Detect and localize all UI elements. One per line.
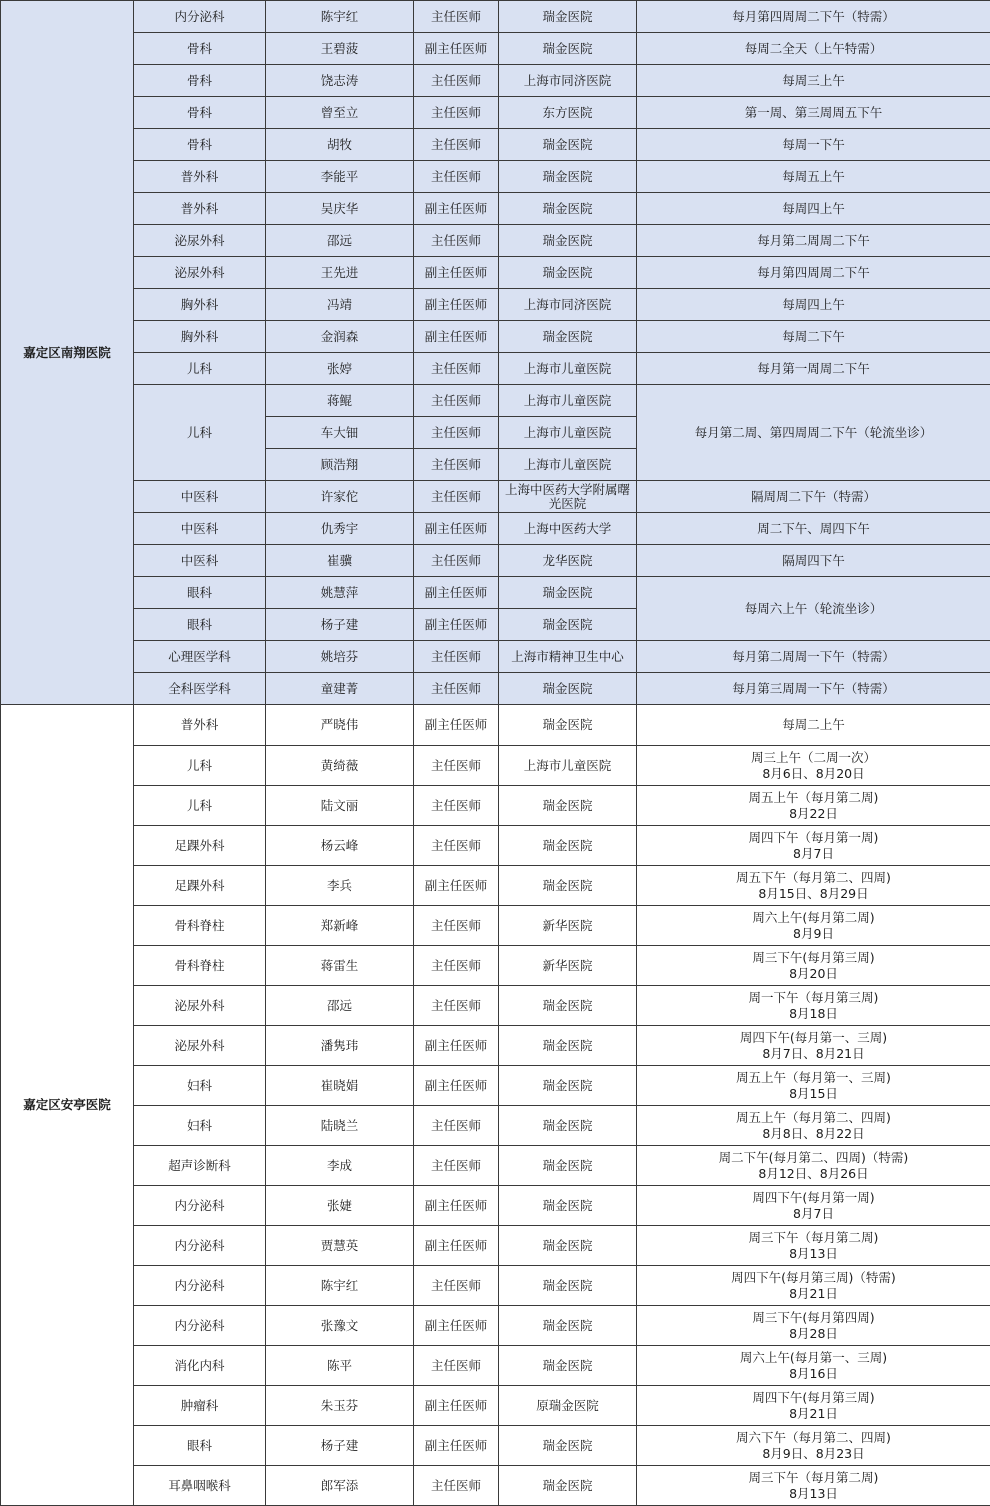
dept-cell: 内分泌科 bbox=[134, 1226, 266, 1266]
title-cell: 副主任医师 bbox=[414, 33, 499, 65]
schedule-cell: 每月第三周周一下午（特需） bbox=[637, 673, 990, 705]
schedule-cell: 每月第四周周二下午（特需） bbox=[637, 1, 990, 33]
schedule-line: 周五下午（每月第二、四周) bbox=[639, 870, 988, 886]
schedule-line: 周四下午(每月第一、三周) bbox=[639, 1030, 988, 1046]
dept-cell: 内分泌科 bbox=[134, 1186, 266, 1226]
dept-cell: 全科医学科 bbox=[134, 673, 266, 705]
doctor-cell: 潘隽玮 bbox=[266, 1026, 414, 1066]
schedule-cell: 每月第一周周二下午 bbox=[637, 353, 990, 385]
source-hospital-cell: 瑞金医院 bbox=[499, 321, 637, 353]
schedule-line: 8月22日 bbox=[639, 806, 988, 822]
table-row bbox=[1, 129, 990, 161]
schedule-cell bbox=[637, 1306, 990, 1346]
doctor-cell: 张婕 bbox=[266, 1186, 414, 1226]
schedule-line: 8月7日、8月21日 bbox=[639, 1046, 988, 1062]
schedule-cell: 每月第二周周二下午 bbox=[637, 225, 990, 257]
dept-cell: 消化内科 bbox=[134, 1346, 266, 1386]
source-hospital-cell: 瑞金医院 bbox=[499, 1106, 637, 1146]
source-hospital-cell: 新华医院 bbox=[499, 906, 637, 946]
source-hospital-cell: 新华医院 bbox=[499, 946, 637, 986]
schedule-cell bbox=[637, 746, 990, 786]
title-cell: 主任医师 bbox=[414, 986, 499, 1026]
dept-cell: 内分泌科 bbox=[134, 1306, 266, 1346]
source-hospital-cell: 瑞金医院 bbox=[499, 1066, 637, 1106]
schedule-cell: 每周三上午 bbox=[637, 65, 990, 97]
dept-cell: 眼科 bbox=[134, 1426, 266, 1466]
dept-cell: 心理医学科 bbox=[134, 641, 266, 673]
schedule-line: 8月21日 bbox=[639, 1406, 988, 1422]
table-row bbox=[1, 193, 990, 225]
doctor-cell: 陈宇红 bbox=[266, 1266, 414, 1306]
doctor-cell: 邵远 bbox=[266, 986, 414, 1026]
schedule-line: 周三下午(每月第四周) bbox=[639, 1310, 988, 1326]
table-row bbox=[1, 481, 990, 513]
doctor-cell: 李成 bbox=[266, 1146, 414, 1186]
title-cell: 副主任医师 bbox=[414, 513, 499, 545]
dept-cell: 骨科 bbox=[134, 97, 266, 129]
source-hospital-line: 上海中医药大学附属曙 bbox=[501, 483, 634, 497]
table-row bbox=[1, 1386, 990, 1426]
doctor-cell: 郎军添 bbox=[266, 1466, 414, 1506]
dept-cell: 足踝外科 bbox=[134, 826, 266, 866]
doctor-cell: 陈宇红 bbox=[266, 1, 414, 33]
dept-cell: 妇科 bbox=[134, 1106, 266, 1146]
doctor-cell: 张婷 bbox=[266, 353, 414, 385]
schedule-line: 周四下午(每月第三周)（特需) bbox=[639, 1270, 988, 1286]
table-row bbox=[1, 746, 990, 786]
table-row bbox=[1, 1306, 990, 1346]
source-hospital-cell: 瑞金医院 bbox=[499, 1466, 637, 1506]
table-row bbox=[1, 1266, 990, 1306]
nanxiang-section bbox=[1, 1, 990, 705]
schedule-cell: 隔周周二下午（特需） bbox=[637, 481, 990, 513]
title-cell: 主任医师 bbox=[414, 906, 499, 946]
title-cell: 主任医师 bbox=[414, 1346, 499, 1386]
schedule-cell: 隔周四下午 bbox=[637, 545, 990, 577]
schedule-line: 8月8日、8月22日 bbox=[639, 1126, 988, 1142]
source-hospital-cell: 瑞金医院 bbox=[499, 1146, 637, 1186]
doctor-cell: 姚培芬 bbox=[266, 641, 414, 673]
doctor-cell: 陆文丽 bbox=[266, 786, 414, 826]
title-cell: 副主任医师 bbox=[414, 1026, 499, 1066]
title-cell: 副主任医师 bbox=[414, 1306, 499, 1346]
table-row bbox=[1, 513, 990, 545]
source-hospital-cell: 瑞金医院 bbox=[499, 161, 637, 193]
title-cell: 主任医师 bbox=[414, 481, 499, 513]
source-hospital-cell: 上海市儿童医院 bbox=[499, 746, 637, 786]
doctor-cell: 王碧菠 bbox=[266, 33, 414, 65]
schedule-line: 8月20日 bbox=[639, 966, 988, 982]
title-cell: 主任医师 bbox=[414, 129, 499, 161]
title-cell: 副主任医师 bbox=[414, 705, 499, 746]
schedule-line: 周六上午(每月第一、三周) bbox=[639, 1350, 988, 1366]
dept-cell: 儿科 bbox=[134, 786, 266, 826]
schedule-line: 周六上午(每月第二周) bbox=[639, 910, 988, 926]
title-cell: 副主任医师 bbox=[414, 257, 499, 289]
dept-cell: 中医科 bbox=[134, 513, 266, 545]
table-row bbox=[1, 161, 990, 193]
schedule-cell bbox=[637, 1066, 990, 1106]
source-hospital-cell: 上海市同济医院 bbox=[499, 65, 637, 97]
dept-cell: 骨科 bbox=[134, 65, 266, 97]
table-row bbox=[1, 225, 990, 257]
source-hospital-cell: 瑞金医院 bbox=[499, 129, 637, 161]
dept-cell: 儿科 bbox=[134, 385, 266, 481]
table-row bbox=[1, 577, 990, 609]
schedule-line: 周三下午（每月第二周) bbox=[639, 1470, 988, 1486]
source-hospital-cell: 瑞金医院 bbox=[499, 1026, 637, 1066]
schedule-line: 周一下午（每月第三周) bbox=[639, 990, 988, 1006]
dept-cell: 内分泌科 bbox=[134, 1, 266, 33]
doctor-cell: 张豫文 bbox=[266, 1306, 414, 1346]
source-hospital-cell: 上海市同济医院 bbox=[499, 289, 637, 321]
table-row bbox=[1, 97, 990, 129]
doctor-cell: 杨子建 bbox=[266, 1426, 414, 1466]
source-hospital-cell: 瑞金医院 bbox=[499, 866, 637, 906]
schedule-line: 8月9日 bbox=[639, 926, 988, 942]
doctor-cell: 胡牧 bbox=[266, 129, 414, 161]
schedule-cell bbox=[637, 786, 990, 826]
dept-cell: 骨科 bbox=[134, 129, 266, 161]
doctor-cell: 崔骥 bbox=[266, 545, 414, 577]
table-row bbox=[1, 1226, 990, 1266]
title-cell: 主任医师 bbox=[414, 545, 499, 577]
source-hospital-cell: 瑞金医院 bbox=[499, 1306, 637, 1346]
source-hospital-cell: 上海市儿童医院 bbox=[499, 385, 637, 417]
dept-cell: 儿科 bbox=[134, 746, 266, 786]
source-hospital-cell: 瑞金医院 bbox=[499, 986, 637, 1026]
doctor-cell: 郑新峰 bbox=[266, 906, 414, 946]
schedule-line: 周三下午(每月第三周) bbox=[639, 950, 988, 966]
source-hospital-cell: 瑞金医院 bbox=[499, 1226, 637, 1266]
title-cell: 副主任医师 bbox=[414, 289, 499, 321]
source-hospital-cell: 上海市儿童医院 bbox=[499, 353, 637, 385]
table-row bbox=[1, 257, 990, 289]
dept-cell: 泌尿外科 bbox=[134, 225, 266, 257]
dept-cell: 足踝外科 bbox=[134, 866, 266, 906]
dept-cell: 耳鼻咽喉科 bbox=[134, 1466, 266, 1506]
table-row bbox=[1, 1026, 990, 1066]
dept-cell: 胸外科 bbox=[134, 289, 266, 321]
schedule-line: 8月6日、8月20日 bbox=[639, 766, 988, 782]
dept-cell: 骨科脊柱 bbox=[134, 906, 266, 946]
source-hospital-cell: 瑞金医院 bbox=[499, 1426, 637, 1466]
doctor-cell: 杨云峰 bbox=[266, 826, 414, 866]
title-cell: 主任医师 bbox=[414, 97, 499, 129]
source-hospital-cell: 瑞金医院 bbox=[499, 193, 637, 225]
source-hospital-cell: 瑞金医院 bbox=[499, 786, 637, 826]
table-row bbox=[1, 385, 990, 417]
table-row bbox=[1, 1146, 990, 1186]
title-cell: 副主任医师 bbox=[414, 866, 499, 906]
schedule-cell: 每月第二周、第四周周二下午（轮流坐诊） bbox=[637, 385, 990, 481]
doctor-cell: 黄绮薇 bbox=[266, 746, 414, 786]
title-cell: 主任医师 bbox=[414, 225, 499, 257]
dept-cell: 眼科 bbox=[134, 577, 266, 609]
dept-cell: 泌尿外科 bbox=[134, 1026, 266, 1066]
title-cell: 主任医师 bbox=[414, 1466, 499, 1506]
dept-cell: 泌尿外科 bbox=[134, 257, 266, 289]
table-row bbox=[1, 33, 990, 65]
doctor-cell: 姚慧萍 bbox=[266, 577, 414, 609]
source-hospital-cell: 东方医院 bbox=[499, 97, 637, 129]
dept-cell: 普外科 bbox=[134, 705, 266, 746]
source-hospital-cell: 瑞金医院 bbox=[499, 609, 637, 641]
table-row bbox=[1, 1, 990, 33]
title-cell: 副主任医师 bbox=[414, 1186, 499, 1226]
schedule-line: 周三上午（二周一次） bbox=[639, 750, 988, 766]
title-cell: 副主任医师 bbox=[414, 1066, 499, 1106]
schedule-cell: 第一周、第三周周五下午 bbox=[637, 97, 990, 129]
schedule-cell bbox=[637, 1026, 990, 1066]
schedule-line: 每周二上午 bbox=[639, 717, 988, 733]
anting-section bbox=[1, 705, 990, 1506]
dept-cell: 妇科 bbox=[134, 1066, 266, 1106]
schedule-line: 8月9日、8月23日 bbox=[639, 1446, 988, 1462]
table-row bbox=[1, 641, 990, 673]
table-row bbox=[1, 65, 990, 97]
source-hospital-line: 光医院 bbox=[501, 497, 634, 511]
schedule-line: 8月21日 bbox=[639, 1286, 988, 1302]
title-cell: 主任医师 bbox=[414, 641, 499, 673]
schedule-cell: 每周四上午 bbox=[637, 289, 990, 321]
schedule-cell: 每周五上午 bbox=[637, 161, 990, 193]
doctor-cell: 仇秀宇 bbox=[266, 513, 414, 545]
title-cell: 副主任医师 bbox=[414, 1386, 499, 1426]
source-hospital-cell: 瑞金医院 bbox=[499, 257, 637, 289]
dept-cell: 肿瘤科 bbox=[134, 1386, 266, 1426]
source-hospital-cell: 瑞金医院 bbox=[499, 1266, 637, 1306]
schedule-cell bbox=[637, 946, 990, 986]
table-row bbox=[1, 1066, 990, 1106]
doctor-cell: 崔晓娟 bbox=[266, 1066, 414, 1106]
table-row bbox=[1, 786, 990, 826]
schedule-cell bbox=[637, 986, 990, 1026]
schedule-cell: 每周六上午（轮流坐诊） bbox=[637, 577, 990, 641]
schedule-line: 8月12日、8月26日 bbox=[639, 1166, 988, 1182]
title-cell: 主任医师 bbox=[414, 417, 499, 449]
table-row bbox=[1, 321, 990, 353]
table-row bbox=[1, 1186, 990, 1226]
title-cell: 副主任医师 bbox=[414, 1426, 499, 1466]
doctor-cell: 蒋雷生 bbox=[266, 946, 414, 986]
schedule-cell: 每周四上午 bbox=[637, 193, 990, 225]
title-cell: 主任医师 bbox=[414, 946, 499, 986]
source-hospital-cell: 瑞金医院 bbox=[499, 705, 637, 746]
schedule-cell bbox=[637, 1466, 990, 1506]
table-row bbox=[1, 705, 990, 746]
schedule-line: 周四下午（每月第一周) bbox=[639, 830, 988, 846]
title-cell: 主任医师 bbox=[414, 385, 499, 417]
source-hospital-cell: 上海市儿童医院 bbox=[499, 417, 637, 449]
title-cell: 副主任医师 bbox=[414, 193, 499, 225]
hospital-name: 嘉定区南翔医院 bbox=[1, 1, 134, 705]
doctor-cell: 贾慧英 bbox=[266, 1226, 414, 1266]
title-cell: 主任医师 bbox=[414, 1, 499, 33]
schedule-cell bbox=[637, 1186, 990, 1226]
source-hospital-cell: 瑞金医院 bbox=[499, 673, 637, 705]
source-hospital-cell: 瑞金医院 bbox=[499, 225, 637, 257]
schedule-line: 周四下午(每月第三周) bbox=[639, 1390, 988, 1406]
title-cell: 主任医师 bbox=[414, 1106, 499, 1146]
schedule-cell bbox=[637, 1146, 990, 1186]
dept-cell: 内分泌科 bbox=[134, 1266, 266, 1306]
schedule-line: 周五上午（每月第二、四周) bbox=[639, 1110, 988, 1126]
source-hospital-cell bbox=[499, 481, 637, 513]
table-row bbox=[1, 986, 990, 1026]
schedule-cell bbox=[637, 1226, 990, 1266]
source-hospital-cell: 瑞金医院 bbox=[499, 33, 637, 65]
schedule-cell bbox=[637, 906, 990, 946]
dept-cell: 普外科 bbox=[134, 161, 266, 193]
table-row bbox=[1, 545, 990, 577]
schedule-line: 8月13日 bbox=[639, 1486, 988, 1502]
schedule-line: 周五上午（每月第一、三周) bbox=[639, 1070, 988, 1086]
title-cell: 主任医师 bbox=[414, 1266, 499, 1306]
doctor-cell: 曾至立 bbox=[266, 97, 414, 129]
table-row bbox=[1, 1346, 990, 1386]
dept-cell: 胸外科 bbox=[134, 321, 266, 353]
schedule-line: 8月13日 bbox=[639, 1246, 988, 1262]
schedule-cell: 每月第二周周一下午（特需） bbox=[637, 641, 990, 673]
schedule-line: 8月28日 bbox=[639, 1326, 988, 1342]
doctor-cell: 陈平 bbox=[266, 1346, 414, 1386]
title-cell: 主任医师 bbox=[414, 673, 499, 705]
doctor-cell: 车大钿 bbox=[266, 417, 414, 449]
source-hospital-cell: 上海中医药大学 bbox=[499, 513, 637, 545]
dept-cell: 中医科 bbox=[134, 545, 266, 577]
doctor-cell: 童建菁 bbox=[266, 673, 414, 705]
doctor-cell: 金润森 bbox=[266, 321, 414, 353]
doctor-cell: 顾浩翔 bbox=[266, 449, 414, 481]
schedule-line: 8月15日、8月29日 bbox=[639, 886, 988, 902]
doctor-cell: 饶志涛 bbox=[266, 65, 414, 97]
title-cell: 副主任医师 bbox=[414, 321, 499, 353]
dept-cell: 骨科 bbox=[134, 33, 266, 65]
schedule-line: 8月16日 bbox=[639, 1366, 988, 1382]
table-row bbox=[1, 946, 990, 986]
schedule-cell: 每月第四周周二下午 bbox=[637, 257, 990, 289]
dept-cell: 中医科 bbox=[134, 481, 266, 513]
schedule-cell: 每周二下午 bbox=[637, 321, 990, 353]
hospital-name: 嘉定区安亭医院 bbox=[1, 705, 134, 1506]
source-hospital-cell: 瑞金医院 bbox=[499, 826, 637, 866]
dept-cell: 普外科 bbox=[134, 193, 266, 225]
schedule-cell bbox=[637, 1266, 990, 1306]
source-hospital-cell: 原瑞金医院 bbox=[499, 1386, 637, 1426]
source-hospital-cell: 上海市儿童医院 bbox=[499, 449, 637, 481]
source-hospital-cell: 瑞金医院 bbox=[499, 1, 637, 33]
schedule-cell: 每周一下午 bbox=[637, 129, 990, 161]
doctor-cell: 王先进 bbox=[266, 257, 414, 289]
source-hospital-cell: 上海市精神卫生中心 bbox=[499, 641, 637, 673]
title-cell: 主任医师 bbox=[414, 353, 499, 385]
schedule-line: 周五上午（每月第二周) bbox=[639, 790, 988, 806]
title-cell: 副主任医师 bbox=[414, 609, 499, 641]
doctor-cell: 陆晓兰 bbox=[266, 1106, 414, 1146]
table-row bbox=[1, 289, 990, 321]
dept-cell: 超声诊断科 bbox=[134, 1146, 266, 1186]
doctor-cell: 李能平 bbox=[266, 161, 414, 193]
doctor-cell: 杨子建 bbox=[266, 609, 414, 641]
schedule-line: 8月18日 bbox=[639, 1006, 988, 1022]
source-hospital-cell: 瑞金医院 bbox=[499, 577, 637, 609]
schedule-cell bbox=[637, 866, 990, 906]
dept-cell: 眼科 bbox=[134, 609, 266, 641]
title-cell: 副主任医师 bbox=[414, 1226, 499, 1266]
table-row bbox=[1, 826, 990, 866]
schedule-cell bbox=[637, 1106, 990, 1146]
schedule-cell: 周二下午、周四下午 bbox=[637, 513, 990, 545]
title-cell: 主任医师 bbox=[414, 746, 499, 786]
schedule-line: 8月15日 bbox=[639, 1086, 988, 1102]
title-cell: 主任医师 bbox=[414, 826, 499, 866]
table-row bbox=[1, 673, 990, 705]
table-row bbox=[1, 1106, 990, 1146]
schedule-line: 8月7日 bbox=[639, 846, 988, 862]
doctor-cell: 冯靖 bbox=[266, 289, 414, 321]
title-cell: 副主任医师 bbox=[414, 577, 499, 609]
title-cell: 主任医师 bbox=[414, 786, 499, 826]
table-row bbox=[1, 906, 990, 946]
dept-cell: 泌尿外科 bbox=[134, 986, 266, 1026]
table-row bbox=[1, 1426, 990, 1466]
title-cell: 主任医师 bbox=[414, 161, 499, 193]
table-row bbox=[1, 866, 990, 906]
source-hospital-cell: 瑞金医院 bbox=[499, 1186, 637, 1226]
doctor-cell: 严晓伟 bbox=[266, 705, 414, 746]
schedule-cell bbox=[637, 1386, 990, 1426]
schedule-line: 周六下午（每月第二、四周) bbox=[639, 1430, 988, 1446]
doctor-cell: 蒋鲲 bbox=[266, 385, 414, 417]
schedule-cell bbox=[637, 1346, 990, 1386]
doctor-cell: 朱玉芬 bbox=[266, 1386, 414, 1426]
schedule-line: 周三下午（每月第二周) bbox=[639, 1230, 988, 1246]
doctor-cell: 邵远 bbox=[266, 225, 414, 257]
schedule-cell bbox=[637, 1426, 990, 1466]
table-row bbox=[1, 353, 990, 385]
title-cell: 主任医师 bbox=[414, 65, 499, 97]
table-row bbox=[1, 1466, 990, 1506]
schedule-line: 周二下午(每月第二、四周)（特需) bbox=[639, 1150, 988, 1166]
dept-cell: 骨科脊柱 bbox=[134, 946, 266, 986]
schedule-cell bbox=[637, 705, 990, 746]
schedule-cell bbox=[637, 826, 990, 866]
doctor-cell: 吴庆华 bbox=[266, 193, 414, 225]
title-cell: 主任医师 bbox=[414, 449, 499, 481]
source-hospital-cell: 瑞金医院 bbox=[499, 1346, 637, 1386]
title-cell: 主任医师 bbox=[414, 1146, 499, 1186]
schedule-line: 8月7日 bbox=[639, 1206, 988, 1222]
schedule-line: 周四下午(每月第一周) bbox=[639, 1190, 988, 1206]
doctor-cell: 许家佗 bbox=[266, 481, 414, 513]
source-hospital-cell: 龙华医院 bbox=[499, 545, 637, 577]
schedule-cell: 每周二全天（上午特需） bbox=[637, 33, 990, 65]
dept-cell: 儿科 bbox=[134, 353, 266, 385]
doctor-cell: 李兵 bbox=[266, 866, 414, 906]
